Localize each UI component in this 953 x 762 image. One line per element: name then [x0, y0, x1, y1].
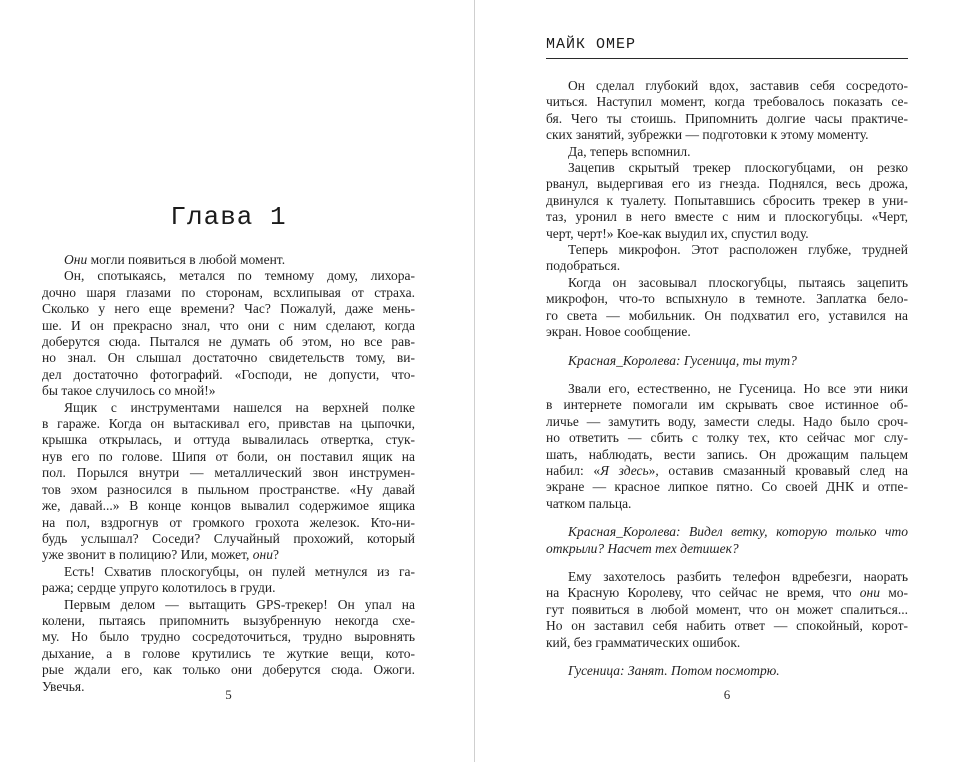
text-line: дочно шаря глазами по сторонам, всхлипывая от страха.: [42, 284, 415, 300]
chapter-title: Глава 1: [170, 202, 287, 232]
chat-message: [546, 663, 908, 679]
text-line: Красная_Королева: Видел ветку, которую только что: [568, 524, 908, 540]
text-line: Теперь микрофон. Этот расположен глубже, трудней: [568, 242, 908, 258]
text-line: набил: «Я здесь», оставив смазанный кровавый след на: [546, 462, 908, 478]
text-line: ше. И он прекрасно знал, что они с ним сделают, когда: [42, 317, 415, 333]
paragraph: [546, 569, 908, 651]
text-line: подобраться.: [546, 258, 621, 274]
text-line: личье — замутить воду, замести следы. Надо было сроч-: [546, 413, 908, 429]
text-line: Зацепив скрытый трекер плоскогубцами, он резко: [568, 160, 908, 176]
text-line: шать, наблюдать, вести запись. Он дрожащим пальцем: [546, 446, 908, 462]
text-line: дыхание, а в голове крутились те жуткие вещи, кото-: [42, 645, 415, 661]
text-line: открыли? Насчет тех детишек?: [546, 540, 739, 556]
text-line: Когда он засовывал плоскогубцы, пытаясь зацепить: [568, 274, 908, 290]
text-line: ража; сердце упруго колотилось в груди.: [42, 580, 276, 596]
paragraph: [42, 268, 415, 399]
text-line: в гараже. Когда он вытаскивал его, привстав на цыпочки,: [42, 416, 415, 432]
paragraph: [546, 242, 908, 275]
text-line: Они могли появиться в любой момент.: [64, 252, 286, 267]
text-line: Гусеница: Занят. Потом посмотрю.: [568, 663, 780, 678]
text-line: Сколько у него еще времени? Час? Пожалуй, даже мень-: [42, 301, 415, 317]
paragraph: [546, 275, 908, 341]
paragraph: [42, 400, 415, 564]
text-line: ских занятий, зубрежки — подготовки к этому моменту.: [546, 127, 869, 143]
paragraph: [42, 597, 415, 695]
text-line: нув его по голове. Шипя от боли, он поставил ящик на: [42, 448, 415, 464]
text-line: гут появиться в любой момент, что он может спалиться...: [546, 601, 908, 617]
paragraph: [42, 564, 415, 597]
text-line: Ящик с инструментами нашелся на верхней полке: [64, 399, 415, 415]
text-line: пол. Порылся внутри — металлический звон инструмен-: [42, 465, 415, 481]
text-line: но знал. Он слышал достаточно свидетельств тому, ви-: [42, 350, 415, 366]
paragraph: [546, 78, 908, 144]
text-line: экран. Новое сообщение.: [546, 324, 691, 340]
text-line: уже звонит в полицию? Или, может, они?: [42, 547, 279, 563]
text-line: же, давай...» В конце концов вывалил содержимое ящика: [42, 498, 415, 514]
author-name: МАЙК ОМЕР: [546, 36, 637, 53]
paragraph: [546, 381, 908, 512]
text-line: крышка открылась, и оттуда вывалилась отвертка, стук-: [42, 432, 415, 448]
left-page-text: [42, 252, 415, 695]
text-line: на пол, вздрогнув от громкого грохота железок. Кто-ни-: [42, 514, 415, 530]
text-line: го света — мобильник. Он подхватил его, уставился на: [546, 307, 908, 323]
paragraph: [546, 160, 908, 242]
text-line: доберутся сюда. Пытался не думать об этом, но все рав-: [42, 334, 415, 350]
text-line: экране — красное липкое пятно. Со своей ДНК и отпе-: [546, 479, 908, 495]
text-line: Звали его, естественно, не Гусеница. Но все эти ники: [568, 380, 908, 396]
text-line: двинулся к туалету. Попытавшись сбросить трекер в уни-: [546, 192, 908, 208]
text-line: дел достаточно фотографий. «Господи, не допусти, что-: [42, 366, 415, 382]
paragraph: [546, 144, 908, 160]
text-line: но ответить — сбить с толку тех, кто сейчас мог слу-: [546, 430, 908, 446]
text-line: Красная_Королева: Гусеница, ты тут?: [568, 352, 797, 368]
text-line: му. Но было трудно сосредоточиться, трудно выровнять: [42, 629, 415, 645]
text-line: кий, без грамматических ошибок.: [546, 634, 741, 650]
right-page-number: 6: [723, 687, 731, 702]
text-line: Первым делом — вытащить GPS-трекер! Он упал на: [64, 596, 415, 612]
right-page: [546, 0, 908, 762]
text-line: Он, спотыкаясь, метался по темному дому, лихора-: [64, 268, 415, 284]
text-line: бя. Чего ты стоишь. Припомнить долгие часы практиче-: [546, 110, 908, 126]
text-line: Но он заставил себя набить ответ — спокойный, корот-: [546, 618, 908, 634]
text-line: чатком пальца.: [546, 495, 632, 511]
text-line: Увечья.: [42, 678, 85, 694]
text-line: бы такое случилось со мной!»: [42, 383, 216, 399]
text-line: таз, уронил в него вместе с ним и плоскогубцы. «Черт,: [546, 209, 908, 225]
text-line: Есть! Схватив плоскогубцы, он пулей метнулся из га-: [64, 563, 415, 579]
text-line: черт, черт!» Кое-как выудил их, спустил воду.: [546, 225, 809, 241]
paragraph: [42, 252, 415, 268]
text-line: микрофон, что-то вспыхнуло в темноте. Заплатка бело-: [546, 291, 908, 307]
text-line: на Красную Королеву, что сейчас не время, что они мо-: [546, 585, 908, 601]
text-line: Ему захотелось разбить телефон вдребезги, наорать: [568, 568, 908, 584]
text-line: тов эхом разносился в пыльном пространстве. «Ну давай: [42, 481, 415, 497]
chat-message: [546, 353, 908, 369]
running-header: [546, 36, 908, 59]
text-line: Он сделал глубокий вдох, заставив себя сосредото-: [568, 78, 908, 93]
page-gutter-line: [474, 0, 475, 762]
chat-message: [546, 524, 908, 557]
right-page-text: [546, 78, 908, 691]
text-line: рые ждали его, как только они доберутся сюда. Ожоги.: [42, 662, 415, 678]
text-line: читься. Наступил момент, когда требовалось показать се-: [546, 94, 908, 110]
text-line: в интернете помогали им скрывать свое истинное об-: [546, 397, 908, 413]
text-line: будь услышал? Соседи? Случайный прохожий, который: [42, 530, 415, 546]
left-page: [42, 0, 415, 762]
text-line: рванул, выдергивая его из гнезда. Поднялся, весь дрожа,: [546, 176, 908, 192]
text-line: колени, пытаясь припомнить вызубренную некогда схе-: [42, 612, 415, 628]
text-line: Да, теперь вспомнил.: [568, 143, 691, 159]
left-page-number: 5: [225, 687, 232, 702]
